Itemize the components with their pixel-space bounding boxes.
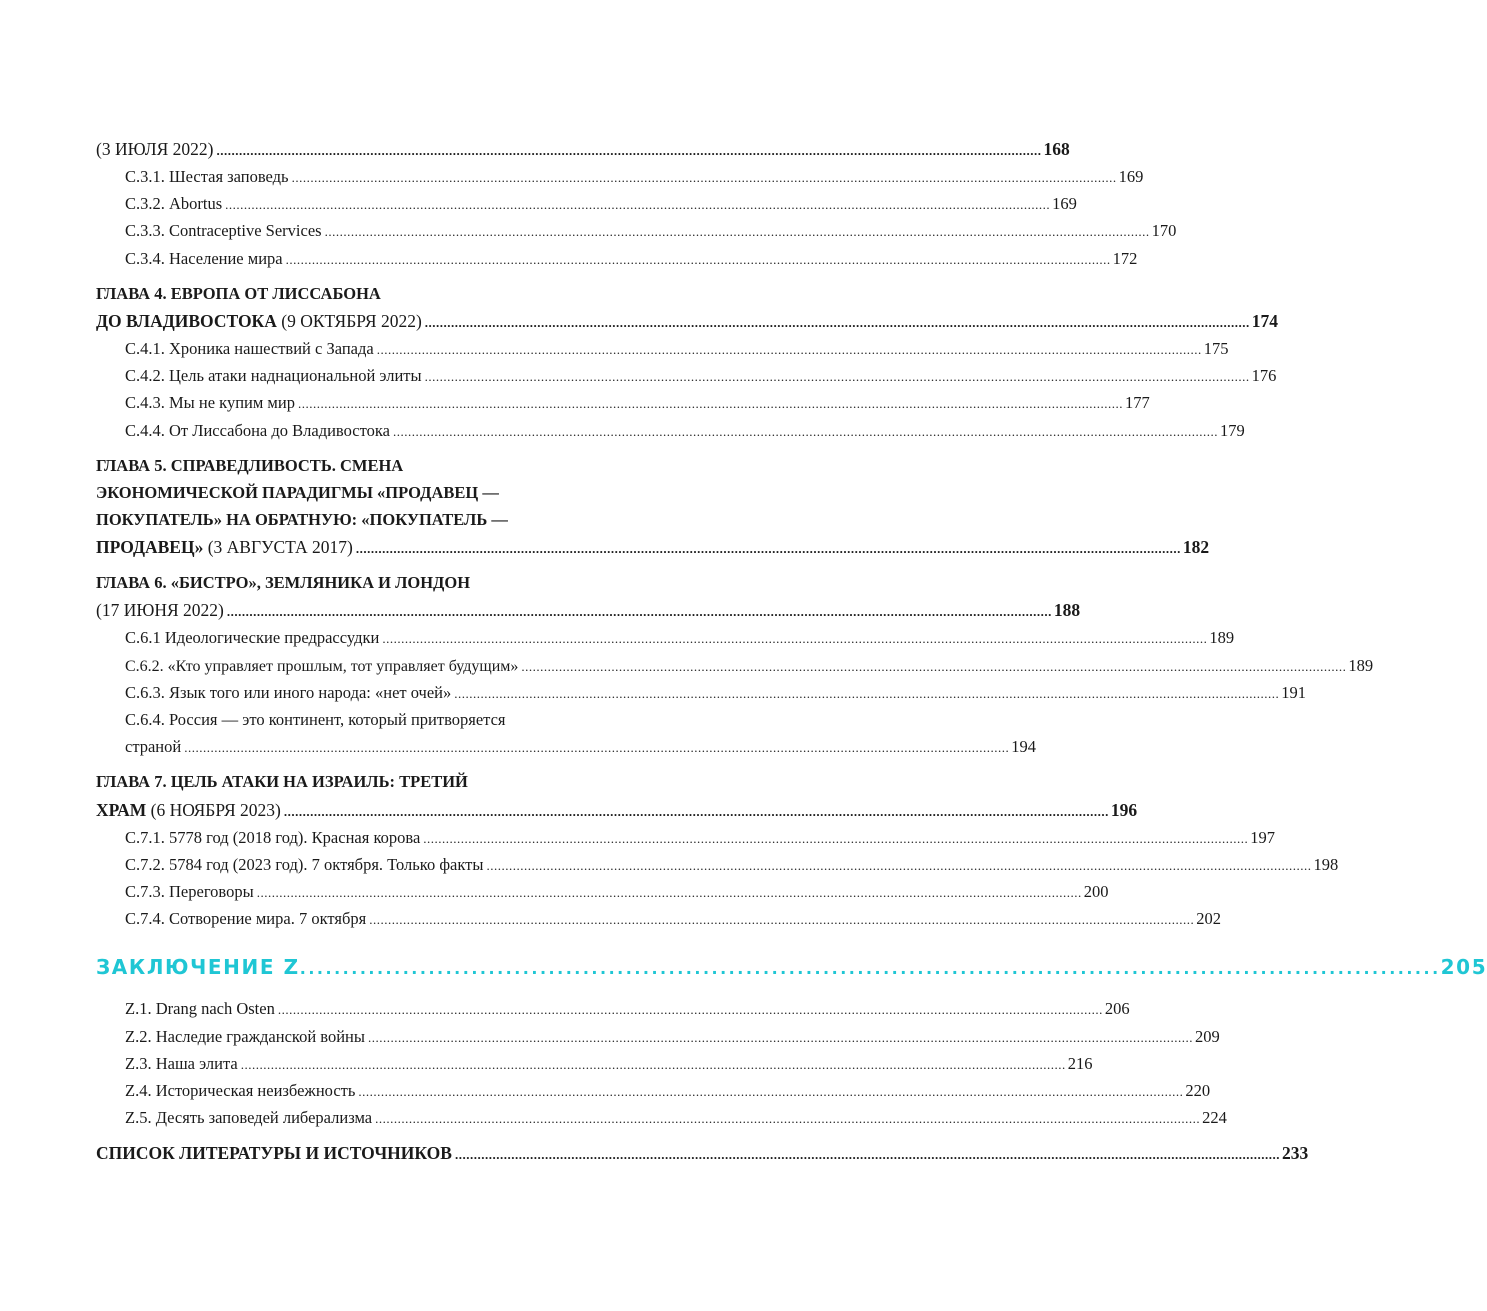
toc-page-number: 216	[1067, 1053, 1093, 1073]
toc-page-number: 175	[1203, 338, 1229, 358]
dot-leader	[257, 879, 1082, 906]
toc-entry-title: С.3.3. Contraceptive Services	[125, 221, 322, 241]
dot-leader	[393, 418, 1218, 445]
toc-entry-title: С.4.2. Цель атаки наднациональной элиты	[125, 366, 422, 386]
toc-chapter-3-entry[interactable]	[96, 135, 1070, 163]
dot-leader	[216, 137, 1041, 165]
toc-page-number: 197	[1250, 827, 1276, 847]
chapter-date: (3 АВГУСТА 2017)	[203, 537, 353, 558]
toc-sub-entry[interactable]	[96, 417, 1245, 444]
dot-leader	[377, 336, 1202, 363]
toc-entry-title	[96, 533, 356, 561]
toc-page-number: 196	[1110, 799, 1138, 820]
dot-leader	[298, 390, 1123, 417]
toc-page-number: 169	[1052, 194, 1077, 214]
toc-page-number: 206	[1104, 999, 1130, 1019]
toc-page-number: 209	[1194, 1026, 1220, 1046]
toc-sub-entry[interactable]	[96, 878, 1109, 905]
toc-entry-title: С.7.4. Сотворение мира. 7 октября	[125, 909, 367, 929]
toc-chapter-4-entry[interactable]	[96, 307, 1279, 335]
toc-entry-title	[96, 796, 284, 824]
toc-sub-entry[interactable]	[96, 624, 1235, 651]
toc-entry-title: Z.2. Наследие гражданской войны	[125, 1026, 365, 1046]
dot-leader	[227, 598, 1052, 626]
toc-page-number: 191	[1281, 682, 1307, 702]
dot-leader	[300, 953, 1441, 985]
toc-entry-title	[96, 307, 425, 335]
toc-entry-title: С.7.2. 5784 год (2023 год). 7 октября. Только факты	[125, 854, 484, 874]
toc-bibliography-entry[interactable]	[96, 1139, 1309, 1167]
toc-sub-entry[interactable]	[96, 652, 1374, 679]
dot-leader	[184, 734, 1009, 761]
toc-page-number: 174	[1251, 310, 1279, 331]
toc-entry-title: Z.3. Наша элита	[125, 1053, 238, 1073]
toc-page-number: 224	[1202, 1108, 1227, 1128]
toc-page-number: 189	[1348, 655, 1374, 675]
toc-entry-title: С.3.2. Abortus	[125, 194, 223, 214]
table-of-contents	[96, 135, 1487, 1167]
chapter-title-part: ПРОДАВЕЦ»	[96, 537, 204, 558]
toc-sub-entry[interactable]	[96, 1023, 1220, 1050]
toc-page-number: 182	[1182, 537, 1210, 558]
toc-entry-title: СПИСОК ЛИТЕРАТУРЫ И ИСТОЧНИКОВ	[96, 1143, 452, 1164]
chapter-title-part: ДО ВЛАДИВОСТОКА	[96, 310, 277, 331]
toc-entry-title: ЗАКЛЮЧЕНИЕ Z	[96, 955, 300, 980]
toc-page-number: 194	[1011, 737, 1036, 757]
dot-leader	[454, 680, 1279, 707]
toc-conclusion-entry[interactable]	[96, 951, 1487, 983]
toc-entry-title: Z.4. Историческая неизбежность	[125, 1080, 356, 1100]
toc-page-number: 172	[1112, 248, 1138, 268]
toc-page-number: 202	[1196, 909, 1221, 929]
toc-entry-title: (3 ИЮЛЯ 2022)	[96, 139, 214, 159]
toc-page-number: 168	[1043, 139, 1070, 159]
toc-chapter-5-title[interactable]: ЭКОНОМИЧЕСКОЙ ПАРАДИГМЫ «ПРОДАВЕЦ —	[96, 482, 499, 502]
dot-leader	[278, 996, 1103, 1023]
toc-page-number: 198	[1313, 854, 1339, 874]
toc-entry-title: (17 ИЮНЯ 2022)	[96, 600, 224, 621]
dot-leader	[241, 1051, 1066, 1078]
chapter-date: (6 НОЯБРЯ 2023)	[146, 799, 281, 820]
toc-sub-entry-title[interactable]: С.6.4. Россия — это континент, который притворяется	[125, 710, 506, 729]
toc-chapter-7-entry[interactable]	[96, 796, 1138, 824]
toc-entry-title: Z.1. Drang nach Osten	[125, 999, 275, 1019]
toc-page-number: 200	[1083, 881, 1109, 901]
chapter-title-part: ХРАМ	[96, 799, 147, 820]
toc-chapter-5-entry[interactable]	[96, 533, 1210, 561]
toc-entry-title: С.3.4. Население мира	[125, 248, 283, 268]
dot-leader	[425, 363, 1250, 390]
toc-entry-title: С.7.1. 5778 год (2018 год). Красная корова	[125, 827, 421, 847]
dot-leader	[369, 906, 1194, 933]
toc-entry-title: С.4.1. Хроника нашествий с Запада	[125, 338, 374, 358]
toc-sub-entry[interactable]	[96, 1104, 1227, 1131]
dot-leader	[375, 1105, 1200, 1132]
toc-entry-title: С.4.4. От Лиссабона до Владивостока	[125, 420, 390, 440]
toc-page-number: 205	[1440, 955, 1487, 980]
toc-entry-title: С.4.3. Мы не купим мир	[125, 393, 295, 413]
dot-leader	[382, 625, 1207, 652]
toc-page-number: 179	[1219, 420, 1245, 440]
chapter-date: (9 ОКТЯБРЯ 2022)	[276, 310, 422, 331]
toc-sub-entry[interactable]	[96, 733, 1036, 760]
toc-sub-entry[interactable]	[96, 851, 1339, 878]
toc-entry-title: страной	[125, 737, 182, 757]
toc-page-number: 188	[1053, 600, 1081, 621]
toc-chapter-6-entry[interactable]	[96, 596, 1081, 624]
dot-leader	[325, 218, 1150, 245]
toc-page-number: 176	[1251, 366, 1277, 386]
dot-leader	[521, 653, 1346, 680]
dot-leader	[286, 246, 1111, 273]
toc-page-number: 177	[1124, 393, 1150, 413]
toc-sub-entry[interactable]	[96, 163, 1144, 190]
dot-leader	[225, 191, 1050, 218]
toc-page-number: 189	[1209, 628, 1235, 648]
toc-entry-title: С.6.3. Язык того или иного народа: «нет очей»	[125, 682, 452, 702]
toc-chapter-5-title[interactable]: ГЛАВА 5. СПРАВЕДЛИВОСТЬ. СМЕНА	[96, 455, 404, 475]
toc-page-number: 220	[1185, 1080, 1211, 1100]
toc-sub-entry[interactable]	[96, 190, 1077, 217]
toc-page-number: 169	[1118, 167, 1144, 186]
dot-leader	[292, 164, 1117, 191]
toc-sub-entry[interactable]	[96, 824, 1276, 851]
toc-sub-entry[interactable]	[96, 389, 1150, 416]
toc-entry-title: С.7.3. Переговоры	[125, 881, 254, 901]
toc-entry-title: С.6.2. «Кто управляет прошлым, тот управляет будущим»	[125, 657, 519, 675]
dot-leader	[358, 1078, 1183, 1105]
toc-entry-title: Z.5. Десять заповедей либерализма	[125, 1108, 373, 1128]
toc-page-number: 170	[1151, 221, 1177, 241]
toc-sub-entry[interactable]	[96, 362, 1277, 389]
toc-entry-title: С.6.1 Идеологические предрассудки	[125, 628, 380, 648]
toc-chapter-7-title[interactable]: ГЛАВА 7. ЦЕЛЬ АТАКИ НА ИЗРАИЛЬ: ТРЕТИЙ	[96, 772, 468, 792]
dot-leader	[425, 309, 1250, 337]
toc-chapter-6-title[interactable]: ГЛАВА 6. «БИСТРО», ЗЕМЛЯНИКА И ЛОНДОН	[96, 573, 471, 593]
dot-leader	[284, 798, 1109, 826]
toc-sub-entry[interactable]	[96, 679, 1307, 706]
dot-leader	[356, 535, 1181, 563]
toc-sub-entry[interactable]	[96, 1077, 1211, 1104]
toc-sub-entry[interactable]	[96, 1050, 1093, 1077]
dot-leader	[486, 852, 1311, 879]
dot-leader	[423, 825, 1248, 852]
toc-chapter-5-title[interactable]: ПОКУПАТЕЛЬ» НА ОБРАТНУЮ: «ПОКУПАТЕЛЬ —	[96, 510, 508, 530]
toc-sub-entry[interactable]	[96, 245, 1138, 272]
toc-page-number: 233	[1281, 1143, 1309, 1164]
toc-sub-entry[interactable]	[96, 995, 1130, 1022]
toc-sub-entry[interactable]	[96, 217, 1177, 244]
dot-leader	[368, 1024, 1193, 1051]
toc-entry-title: С.3.1. Шестая заповедь	[125, 167, 289, 186]
toc-chapter-4-title[interactable]: ГЛАВА 4. ЕВРОПА ОТ ЛИССАБОНА	[96, 283, 381, 303]
toc-sub-entry[interactable]	[96, 335, 1229, 362]
toc-sub-entry[interactable]	[96, 905, 1221, 932]
dot-leader	[455, 1141, 1280, 1169]
